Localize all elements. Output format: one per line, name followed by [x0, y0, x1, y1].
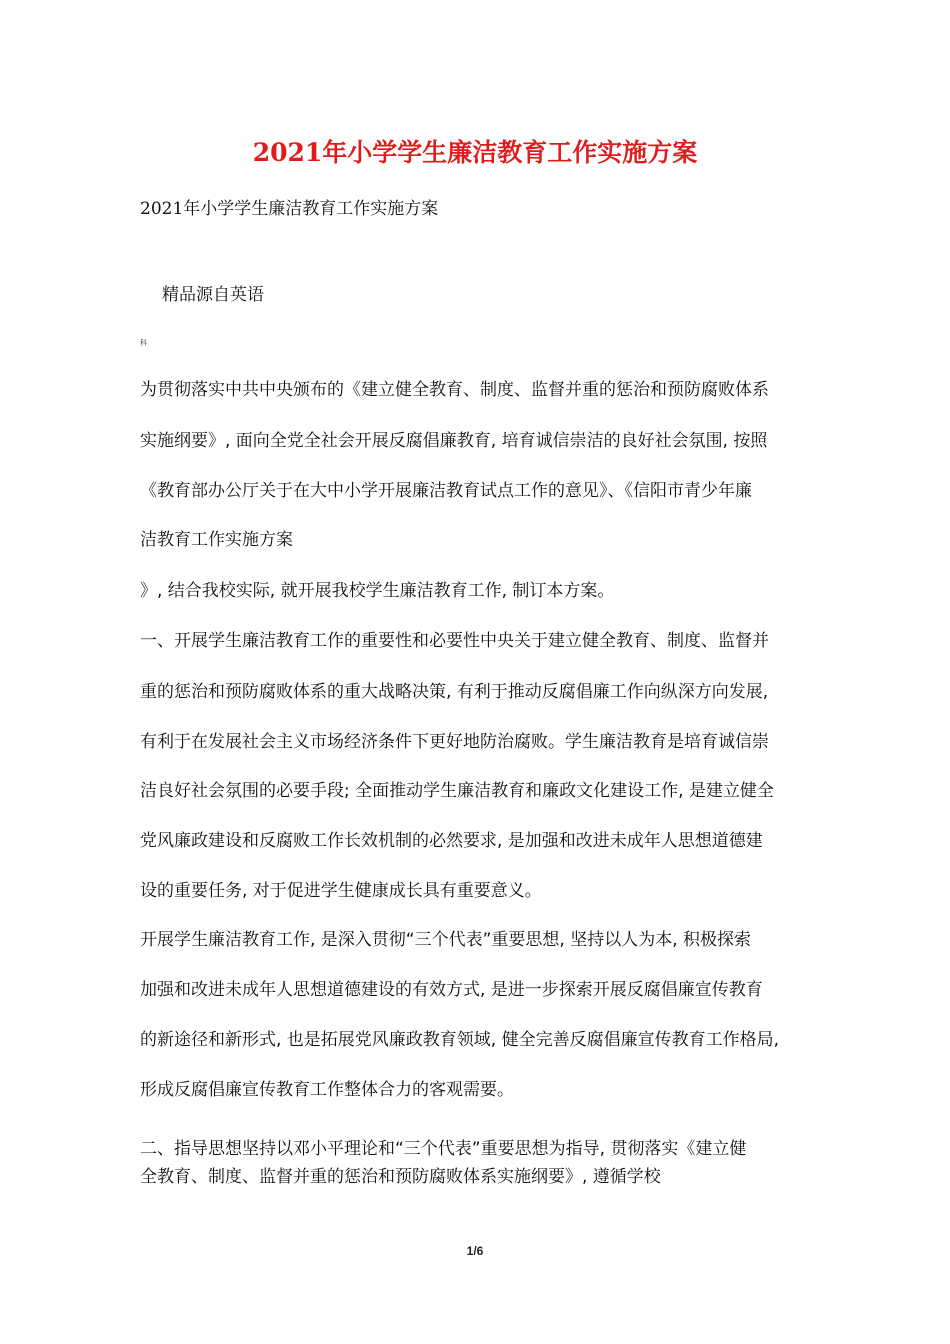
body-line: 设的重要任务, 对于促进学生健康成长具有重要意义。	[140, 881, 542, 901]
body-line: 《教育部办公厅关于在大中小学开展廉洁教育试点工作的意见》、《信阳市青少年廉	[140, 481, 752, 501]
body-line: 全教育、制度、监督并重的惩治和预防腐败体系实施纲要》, 遵循学校	[140, 1167, 661, 1187]
body-line: 洁教育工作实施方案	[140, 530, 293, 550]
body-line: 形成反腐倡廉宣传教育工作整体合力的客观需要。	[140, 1080, 514, 1100]
body-line: 为贯彻落实中共中央颁布的《建立健全教育、制度、监督并重的惩治和预防腐败体系	[140, 380, 769, 400]
body-line: 有利于在发展社会主义市场经济条件下更好地防治腐败。学生廉洁教育是培育诚信崇	[140, 732, 769, 752]
body-line: 二、指导思想坚持以邓小平理论和“三个代表”重要思想为指导, 贯彻落实《建立健	[140, 1139, 747, 1159]
body-line: 党风廉政建设和反腐败工作长效机制的必然要求, 是加强和改进未成年人思想道德建	[140, 831, 763, 851]
document-subtitle: 2021年小学学生廉洁教育工作实施方案	[140, 199, 439, 219]
body-line: 开展学生廉洁教育工作, 是深入贯彻“三个代表”重要思想, 坚持以人为本, 积极探索	[140, 930, 752, 950]
body-line: 的新途径和新形式, 也是拓展党风廉政教育领域, 健全完善反腐倡廉宣传教育工作格局,	[140, 1030, 780, 1050]
body-line: 实施纲要》, 面向全党全社会开展反腐倡廉教育, 培育诚信崇洁的良好社会氛围, 按照	[140, 431, 768, 451]
tiny-mark: 科	[140, 339, 147, 347]
body-line: 重的惩治和预防腐败体系的重大战略决策, 有利于推动反腐倡廉工作向纵深方向发展,	[140, 682, 769, 702]
body-line: 加强和改进未成年人思想道德建设的有效方式, 是进一步探索开展反腐倡廉宣传教育	[140, 980, 763, 1000]
page-number: 1/6	[466, 1244, 484, 1258]
body-line: 一、开展学生廉洁教育工作的重要性和必要性中央关于建立健全教育、制度、监督并	[140, 631, 769, 651]
document-title: 2021年小学学生廉洁教育工作实施方案	[252, 138, 698, 167]
source-label: 精品源自英语	[162, 285, 264, 305]
body-line: 》, 结合我校实际, 就开展我校学生廉洁教育工作, 制订本方案。	[140, 581, 615, 601]
body-line: 洁良好社会氛围的必要手段; 全面推动学生廉洁教育和廉政文化建设工作, 是建立健全	[140, 781, 774, 801]
